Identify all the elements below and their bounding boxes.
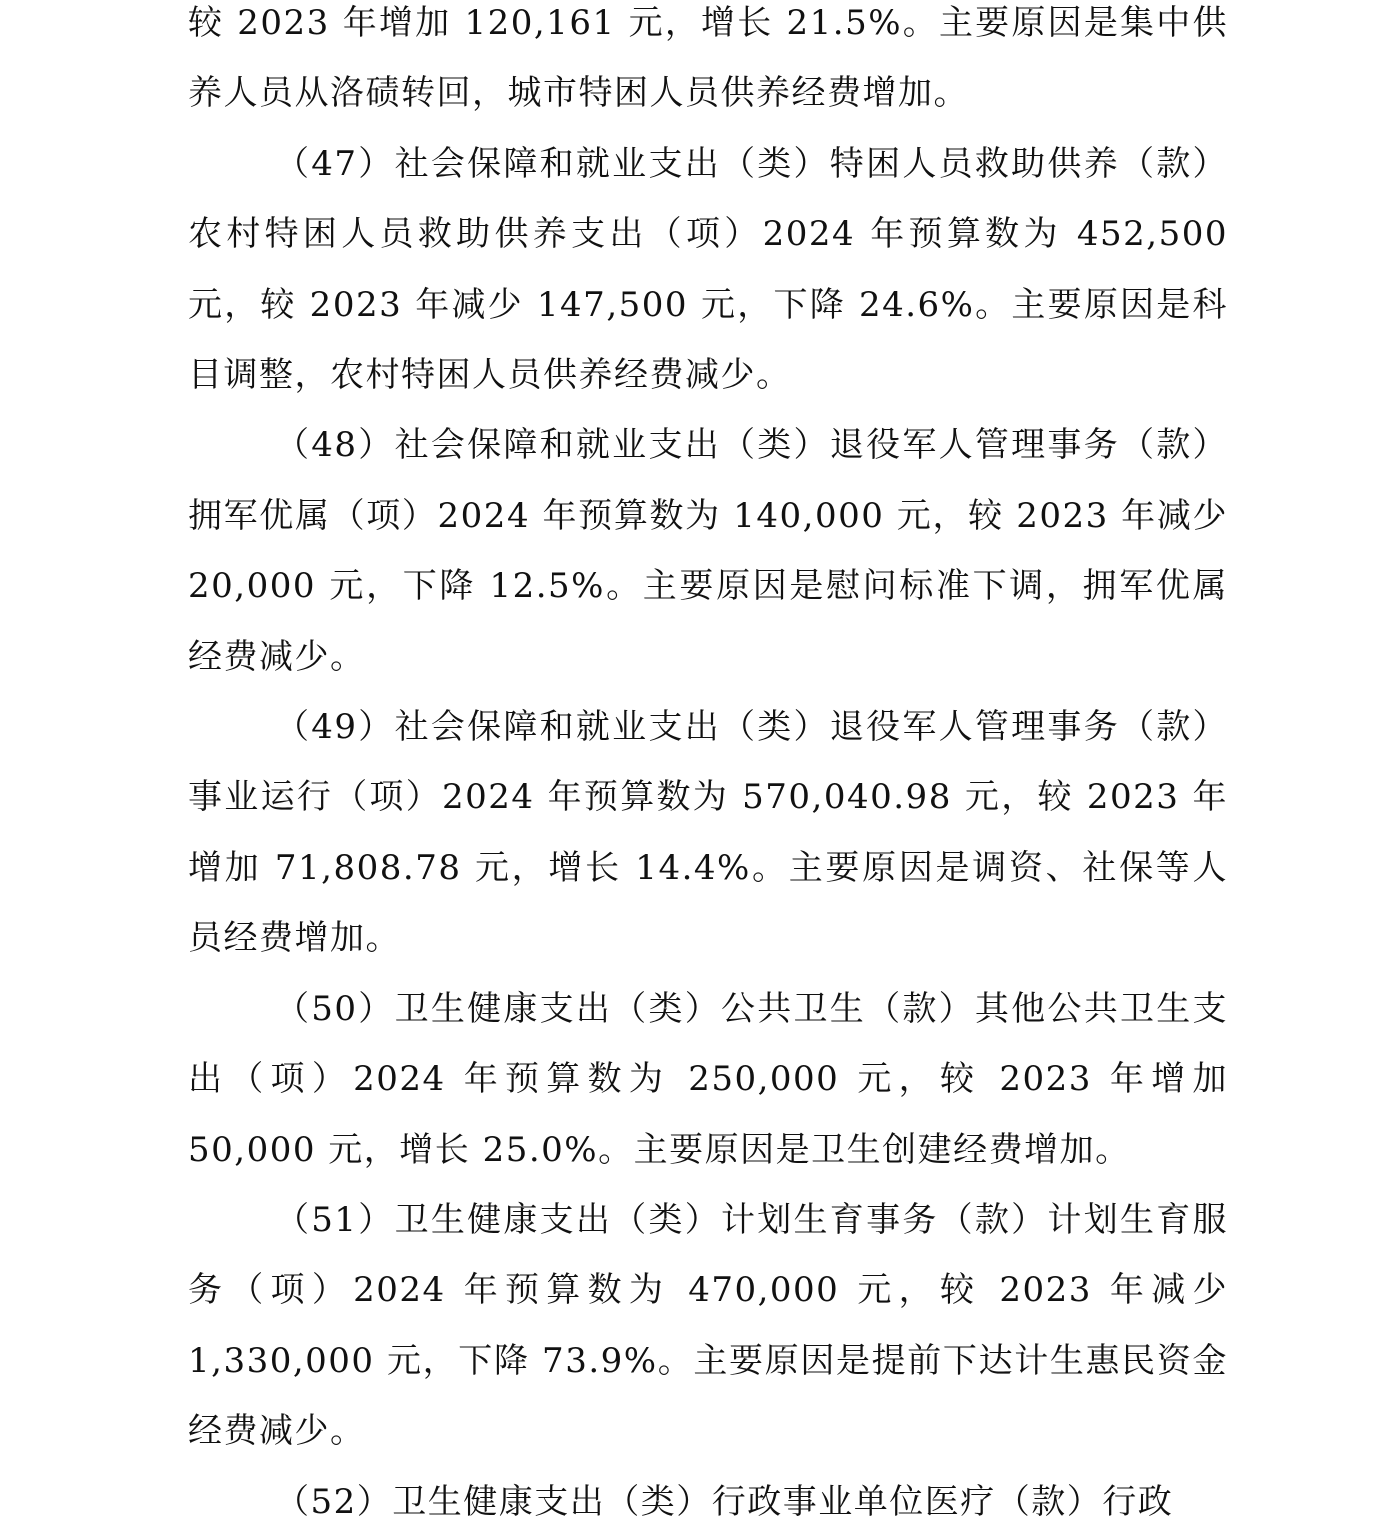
- paragraph-47: （47）社会保障和就业支出（类）特困人员救助供养（款）农村特困人员救助供养支出（项）2024 年预算数为 452,500 元，较 2023 年减少 147,500 元，下降 24.6%。主要原因是科目调整，农村特困人员供养经费减少。: [188, 143, 1228, 396]
- paragraph-50: （50）卫生健康支出（类）公共卫生（款）其他公共卫生支出（项）2024 年预算数为 250,000 元，较 2023 年增加 50,000 元，增长 25.0%。主要原因是卫生创建经费增加。: [188, 988, 1228, 1170]
- paragraph-46-continuation: 较 2023 年增加 120,161 元，增长 21.5%。主要原因是集中供养人员从洛碛转回，城市特困人员供养经费增加。: [188, 3, 1228, 114]
- paragraph-52-start: （52）卫生健康支出（类）行政事业单位医疗（款）行政: [275, 1481, 1174, 1522]
- paragraph-51: （51）卫生健康支出（类）计划生育事务（款）计划生育服务（项）2024 年预算数为 470,000 元，较 2023 年减少 1,330,000 元，下降 73.9%。主要原因是提前下达计生惠民资金经费减少。: [188, 1199, 1228, 1452]
- paragraph-48: （48）社会保障和就业支出（类）退役军人管理事务（款）拥军优属（项）2024 年预算数为 140,000 元，较 2023 年减少 20,000 元，下降 12.5%。主要原因是慰问标准下调，拥军优属经费减少。: [188, 425, 1228, 677]
- paragraph-49: （49）社会保障和就业支出（类）退役军人管理事务（款）事业运行（项）2024 年预算数为 570,040.98 元，较 2023 年增加 71,808.78 元，增长 14.4%。主要原因是调资、社保等人员经费增加。: [188, 707, 1228, 959]
- document-page: [188, 0, 1228, 1537]
